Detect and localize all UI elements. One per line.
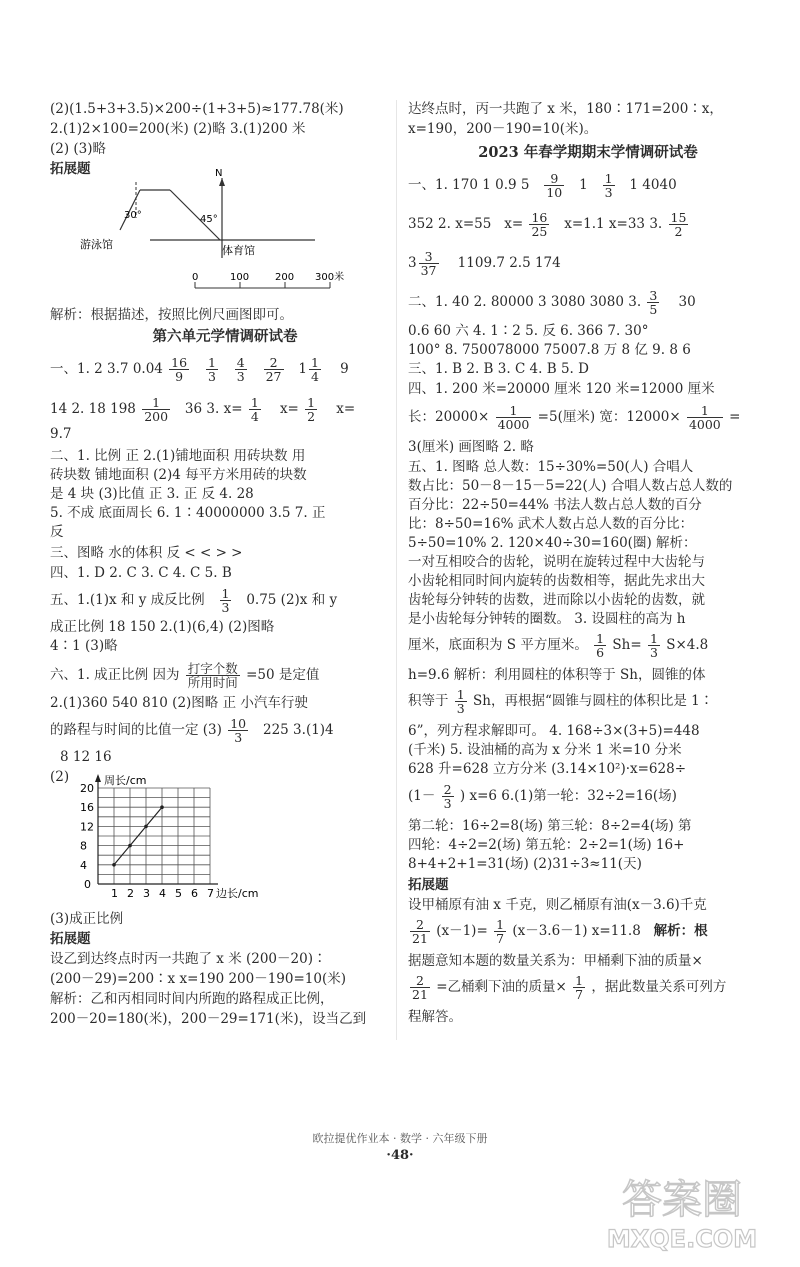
y-tick-label: 20 <box>80 782 94 795</box>
fraction: $\frac{1}{7}$ <box>496 917 505 946</box>
answer-line: 6”，列方程求解即可。 4. 168÷3×(3+5)=448 <box>408 723 700 739</box>
analysis-line: 程解答。 <box>408 1009 462 1025</box>
answer-text: 1 <box>579 177 588 193</box>
fraction: $\frac{9}{10}$ <box>546 171 563 200</box>
answer-text: 一、1. 2 3.7 0.04 <box>50 361 163 377</box>
answer-text: 1 4040 <box>629 177 677 193</box>
watermark-text: 答案圈 <box>622 1177 742 1223</box>
fraction: $\frac{16}{25}$ <box>531 210 548 239</box>
fraction: $\frac{2}{27}$ <box>265 355 282 384</box>
answer-line: 200－20=180(米)，200－29=171(米)，设当乙到 <box>50 1011 367 1027</box>
section-title: 2023 年春学期期末学情调研试卷 <box>478 144 698 161</box>
scale-label: 0 <box>192 272 199 283</box>
fraction: $\frac{1}{2}$ <box>307 395 316 424</box>
y-tick-label: 12 <box>80 820 94 834</box>
answer-text: 30 <box>678 294 696 310</box>
answer-line: 一对互相咬合的齿轮，说明在旋转过程中大齿轮与 <box>408 554 705 570</box>
fraction: $\frac{2}{21}$ <box>412 973 428 1002</box>
answer-text: 积等于 <box>408 693 449 709</box>
fraction: $\frac{3}{5}$ <box>649 288 658 317</box>
data-point <box>160 805 164 809</box>
answer-line <box>408 168 677 202</box>
answer-text: 五、1.(1)x 和 y 成反比例 <box>50 592 205 608</box>
answer-line: 四轮：4÷2=2(场) 第五轮：2÷2=1(场) 16+ <box>408 837 685 853</box>
answer-text: 14 2. 18 198 <box>50 401 136 417</box>
answer-line: 是小齿轮每分钟转的圈数。 3. 设圆柱的高为 h <box>408 611 686 627</box>
analysis-line <box>408 684 713 718</box>
answer-text: 一、1. 170 1 0.9 5 <box>408 177 530 193</box>
answer-line: 齿轮每分钟转的齿数，进而除以小齿轮的齿数，就 <box>408 592 705 608</box>
page-number: ·48· <box>386 1148 414 1163</box>
answer-line: 三、图略 水的体积 反 < < > > <box>50 545 243 561</box>
answer-text: (1－ <box>408 788 436 804</box>
answer-line: 五、1. 图略 总人数：15÷30%=50(人) 合唱人 <box>408 459 694 475</box>
fraction: $\frac{1}{3}$ <box>604 171 613 200</box>
answer-line: 百分比：22÷50=44% 书法人数占总人数的百分 <box>408 497 702 513</box>
answer-text: Sh，再根据“圆锥与圆柱的体积比是 1∶ <box>473 693 714 709</box>
scale-label: 300米 <box>315 272 345 283</box>
section-heading: 拓展题 <box>50 161 91 177</box>
x-tick-label: 3 <box>143 887 150 900</box>
fraction: $\frac{4}{3}$ <box>236 355 245 384</box>
answer-text: 厘米，底面积为 S 平方厘米。 <box>408 637 588 653</box>
answer-line: (2)(1.5+3+3.5)×200÷(1+3+5)≈177.78(米) <box>50 101 344 117</box>
answer-line: 反 <box>50 524 64 540</box>
data-point <box>112 863 116 867</box>
answer-text: x= <box>279 401 299 417</box>
y-tick-label: 8 <box>80 839 87 853</box>
answer-text: 解析：根 <box>653 923 708 939</box>
y-tick-label: 16 <box>80 801 94 815</box>
answer-line: 砖块数 铺地面积 (2)4 每平方米用砖的块数 <box>50 467 307 483</box>
answer-text: S×4.8 <box>666 637 709 653</box>
x-tick-label: 6 <box>191 887 198 900</box>
pool-label: 游泳馆 <box>80 238 113 251</box>
data-point <box>144 825 148 829</box>
fraction: $\frac{1}{3}$ <box>649 631 658 660</box>
answer-text: 的路程与时间的比值一定 (3) <box>50 722 222 738</box>
answer-line: (3)成正比例 <box>50 911 124 927</box>
fraction: $\frac{\text{打字个数}}{\text{所用时间}}$ <box>187 661 238 690</box>
answer-line: 9.7 <box>50 426 72 442</box>
answer-line <box>50 714 334 746</box>
answer-line: 四、1. 200 米=20000 厘米 120 米=12000 厘米 <box>408 381 715 397</box>
perimeter-line-chart <box>50 768 290 904</box>
answer-line: 小齿轮相同时间内旋转的齿数相等，据此先求出大 <box>408 573 705 589</box>
fraction: $\frac{1}{200}$ <box>144 395 169 424</box>
answer-text: x= <box>336 401 356 417</box>
chart-prefix: (2) <box>50 769 70 785</box>
x-tick-label: 1 <box>111 887 118 900</box>
analysis-line: 据题意知本题的数量关系为：甲桶剩下油的质量× <box>408 953 703 969</box>
mixed-number: 1 $\frac{1}{4}$ <box>298 354 319 384</box>
answer-text: (x－1)= <box>436 923 488 939</box>
answer-line: 100° 8. 750078000 75007.8 万 8 亿 9. 8 6 <box>408 342 691 358</box>
fraction: $\frac{10}{3}$ <box>230 716 247 745</box>
answer-line: 4∶1 (3)略 <box>50 638 118 654</box>
answer-line: 达终点时，丙一共跑了 x 米，180∶171=200∶x， <box>408 101 723 117</box>
answer-line: 8 12 16 <box>60 749 112 765</box>
north-label: N <box>215 168 223 179</box>
answer-line <box>408 246 561 280</box>
answer-line: 5÷50=10% 2. 120×40÷30=160(圈) 解析： <box>408 535 697 551</box>
answer-text: =乙桶剩下油的质量× <box>436 979 567 995</box>
answer-text: x=1.1 x=33 3. <box>564 216 663 232</box>
fraction: $\frac{1}{6}$ <box>596 631 605 660</box>
analysis-line: 解析：根据描述，按照比例尺画图即可。 <box>50 307 293 323</box>
answer-text: Sh= <box>612 637 642 653</box>
mixed-number: 3 $\frac{3}{37}$ <box>408 248 437 278</box>
answer-line: 8+4+2+1=31(场) (2)31÷3≈11(天) <box>408 856 642 872</box>
answer-text: =50 是定值 <box>246 667 320 683</box>
fraction: $\frac{1}{4000}$ <box>688 403 721 432</box>
answer-line: 数占比：50－8－15－5=22(人) 合唱人数占总人数的 <box>408 478 733 494</box>
fraction: $\frac{2}{21}$ <box>412 917 428 946</box>
answer-line <box>50 393 355 425</box>
answer-line: x=190，200－190=10(米)。 <box>408 121 598 137</box>
answer-line <box>408 628 708 662</box>
gym-label: 体育馆 <box>222 244 255 257</box>
answer-line: 2.(1)2×100=200(米) (2)略 3.(1)200 米 <box>50 121 306 137</box>
fraction: $\frac{1}{7}$ <box>575 973 584 1002</box>
scale-label: 200 <box>275 272 295 283</box>
answer-line: 5. 不成 底面周长 6. 1∶40000000 3.5 7. 正 <box>50 505 326 521</box>
answer-text: =5(厘米) 宽：12000× <box>537 409 681 425</box>
answer-line <box>50 353 349 385</box>
answer-line: 3(厘米) 画图略 2. 略 <box>408 439 534 455</box>
answer-text: 9 <box>340 361 349 377</box>
answer-text: ) x=6 6.(1)第一轮：32÷2=16(场) <box>459 788 677 804</box>
answer-line <box>50 658 319 692</box>
answer-text: x= <box>223 401 243 417</box>
fraction: $\frac{16}{9}$ <box>171 355 188 384</box>
fraction: $\frac{1}{3}$ <box>456 687 465 716</box>
answer-text: 36 3. <box>184 401 220 417</box>
answer-line: 628 升=628 立方分米 (3.14×10²)·x=628÷ <box>408 761 687 777</box>
y-tick-label: 4 <box>80 858 87 872</box>
answer-line: (200－29)=200∶x x=190 200－190=10(米) <box>50 971 347 987</box>
y-axis-arrow <box>95 774 101 782</box>
section-heading: 拓展题 <box>50 931 91 947</box>
answer-text: 长：20000× <box>408 409 490 425</box>
column-divider <box>396 100 397 1040</box>
answer-line: 四、1. D 2. C 3. C 4. C 5. B <box>50 565 232 581</box>
x-tick-label: 7 <box>207 887 214 900</box>
x-axis-label: 边长/cm <box>216 887 259 900</box>
fraction: $\frac{1}{3}$ <box>207 355 216 384</box>
answer-line: 第二轮：16÷2=8(场) 第三轮：8÷2=4(场) 第 <box>408 818 692 834</box>
angle-label: 45° <box>200 214 218 225</box>
answer-text: 352 2. x=55 <box>408 216 492 232</box>
answer-line: (千米) 5. 设油桶的高为 x 分米 1 米=10 分米 <box>408 742 682 758</box>
x-tick-label: 4 <box>159 887 166 900</box>
answer-line: 成正比例 18 150 2.(1)(6,4) (2)图略 <box>50 619 275 635</box>
answer-line <box>408 207 690 241</box>
fraction: $\frac{1}{4000}$ <box>497 403 530 432</box>
answer-line: 是 4 块 (3)比值 正 3. 正 反 4. 28 <box>50 486 254 502</box>
answer-line <box>50 584 337 616</box>
fraction: $\frac{1}{3}$ <box>221 586 230 615</box>
answer-text: ，据此数量关系可列方 <box>591 979 727 995</box>
answer-line <box>408 285 696 319</box>
answer-line: 设甲桶原有油 x 千克，则乙桶原有油(x－3.6)千克 <box>408 897 707 913</box>
answer-text: 1109.7 2.5 174 <box>457 255 561 271</box>
fraction: $\frac{1}{4}$ <box>250 395 259 424</box>
analysis-line: 解析：乙和丙相同时间内所跑的路程成正比例， <box>50 991 334 1007</box>
answer-line: 0.6 60 六 4. 1∶2 5. 反 6. 366 7. 30° <box>408 323 649 339</box>
watermark-logo <box>592 1165 772 1255</box>
answer-line: 二、1. 比例 正 2.(1)铺地面积 用砖块数 用 <box>50 448 306 464</box>
fraction: $\frac{2}{3}$ <box>443 782 452 811</box>
angle-label: 30° <box>124 210 142 221</box>
direction-diagram <box>80 168 360 300</box>
book-footer: 欧拉提优作业本 · 数学 · 六年级下册 <box>312 1132 488 1145</box>
origin-label: 0 <box>84 878 91 891</box>
answer-text: 0.75 (2)x 和 y <box>246 592 338 608</box>
answer-line: 2.(1)360 540 810 (2)图略 正 小汽车行驶 <box>50 695 308 711</box>
answer-text: = <box>729 409 741 425</box>
answer-line <box>408 400 740 434</box>
section-heading: 拓展题 <box>408 877 449 893</box>
section-title: 第六单元学情调研试卷 <box>152 328 298 345</box>
answer-text: x= <box>504 216 524 232</box>
analysis-line <box>408 970 726 1004</box>
analysis-line: h=9.6 解析：利用圆柱的体积等于 Sh，圆锥的体 <box>408 667 706 683</box>
answer-text: 225 3.(1)4 <box>263 722 334 738</box>
answer-line: 设乙到达终点时丙一共跑了 x 米 (200－20)∶ <box>50 951 327 967</box>
answer-line: 比：8÷50=16% 武术人数占总人数的百分比： <box>408 516 694 532</box>
x-tick-label: 5 <box>175 887 182 900</box>
y-axis-label: 周长/cm <box>104 774 147 787</box>
x-tick-label: 2 <box>127 887 134 900</box>
answer-line <box>408 779 677 813</box>
answer-text: (x－3.6－1) x=11.8 <box>512 923 641 939</box>
answer-line <box>408 914 708 948</box>
scale-label: 100 <box>230 272 250 283</box>
answer-line: 三、1. B 2. B 3. C 4. B 5. D <box>408 361 589 377</box>
answer-text: 六、1. 成正比例 因为 <box>50 667 180 683</box>
data-point <box>128 844 132 848</box>
fraction: $\frac{15}{2}$ <box>670 210 687 239</box>
watermark-text: MXQE.COM <box>606 1225 758 1253</box>
answer-text: 二、1. 40 2. 80000 3 3080 3080 3. <box>408 294 642 310</box>
answer-line: (2) (3)略 <box>50 141 107 157</box>
